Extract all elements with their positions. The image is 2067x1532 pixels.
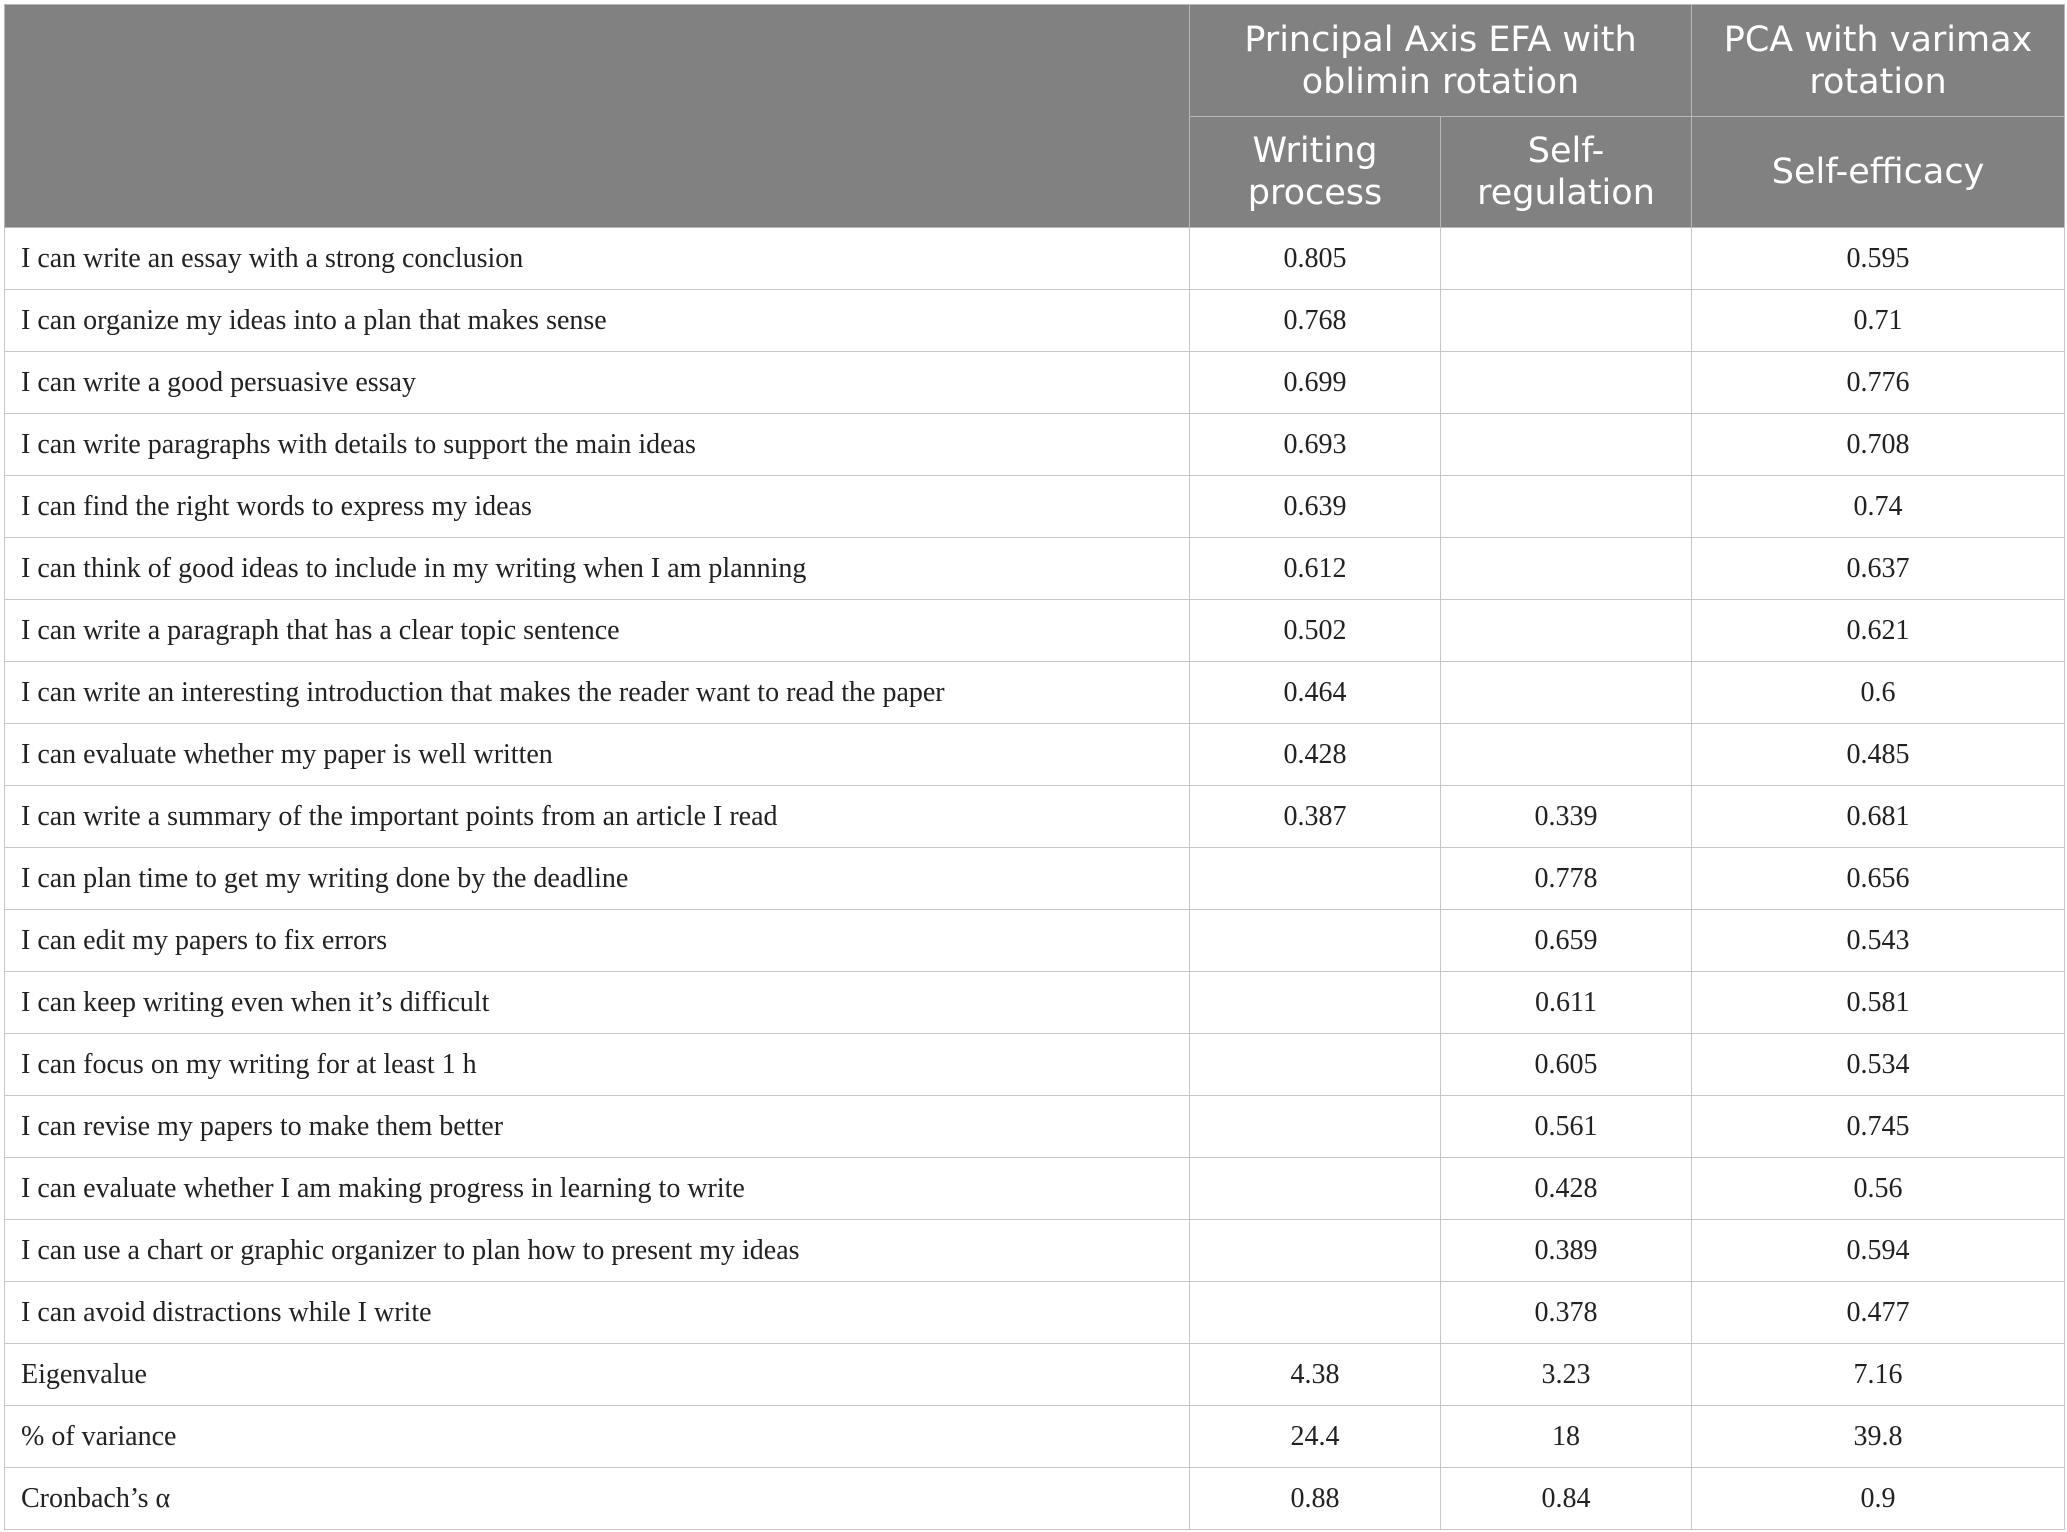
self-regulation-cell [1441,724,1692,786]
item-cell: % of variance [5,1406,1190,1468]
efa-group-header: Principal Axis EFA with oblimin rotation [1190,5,1692,117]
table-row [5,1220,2065,1282]
writing-process-cell [1190,1034,1441,1096]
self-regulation-cell [1441,290,1692,352]
writing-process-cell: 0.464 [1190,662,1441,724]
writing-process-cell: 24.4 [1190,1406,1441,1468]
table-row [5,1468,2065,1530]
writing-process-cell [1190,1220,1441,1282]
self-efficacy-cell: 0.74 [1692,476,2065,538]
item-header-cell [5,5,1190,228]
self-regulation-cell: 0.611 [1441,972,1692,1034]
item-cell: Eigenvalue [5,1344,1190,1406]
self-regulation-cell [1441,228,1692,290]
writing-process-cell: 4.38 [1190,1344,1441,1406]
table-row [5,600,2065,662]
self-efficacy-cell: 7.16 [1692,1344,2065,1406]
self-regulation-cell: 0.561 [1441,1096,1692,1158]
self-regulation-cell [1441,476,1692,538]
item-cell: I can write a good persuasive essay [5,352,1190,414]
item-cell: I can keep writing even when it’s difficult [5,972,1190,1034]
item-cell: I can edit my papers to fix errors [5,910,1190,972]
writing-process-cell: 0.502 [1190,600,1441,662]
table-body [5,228,2065,1530]
self-efficacy-cell: 39.8 [1692,1406,2065,1468]
item-cell: I can avoid distractions while I write [5,1282,1190,1344]
table-row [5,1406,2065,1468]
table-row [5,662,2065,724]
self-efficacy-cell: 0.56 [1692,1158,2065,1220]
self-regulation-cell: 0.389 [1441,1220,1692,1282]
self-efficacy-cell: 0.776 [1692,352,2065,414]
item-cell: I can write a paragraph that has a clear topic sentence [5,600,1190,662]
writing-process-cell: 0.805 [1190,228,1441,290]
self-regulation-cell: 0.84 [1441,1468,1692,1530]
self-efficacy-cell: 0.71 [1692,290,2065,352]
self-regulation-cell: 18 [1441,1406,1692,1468]
self-regulation-cell [1441,414,1692,476]
writing-process-cell: 0.428 [1190,724,1441,786]
table-header [5,5,2065,228]
item-cell: I can organize my ideas into a plan that makes sense [5,290,1190,352]
item-cell: I can revise my papers to make them better [5,1096,1190,1158]
table-row [5,228,2065,290]
writing-process-cell: 0.387 [1190,786,1441,848]
self-efficacy-cell: 0.656 [1692,848,2065,910]
writing-process-header: Writing process [1190,117,1441,228]
self-efficacy-cell: 0.681 [1692,786,2065,848]
self-regulation-cell: 0.339 [1441,786,1692,848]
self-regulation-cell: 0.605 [1441,1034,1692,1096]
self-efficacy-cell: 0.534 [1692,1034,2065,1096]
self-efficacy-cell: 0.594 [1692,1220,2065,1282]
self-regulation-cell: 0.778 [1441,848,1692,910]
item-cell: I can evaluate whether my paper is well written [5,724,1190,786]
table-row [5,414,2065,476]
self-efficacy-cell: 0.637 [1692,538,2065,600]
table-row [5,1344,2065,1406]
item-cell: Cronbach’s α [5,1468,1190,1530]
table-row [5,972,2065,1034]
writing-process-cell: 0.693 [1190,414,1441,476]
self-regulation-cell [1441,662,1692,724]
self-efficacy-cell: 0.595 [1692,228,2065,290]
self-regulation-cell [1441,600,1692,662]
self-efficacy-cell: 0.621 [1692,600,2065,662]
self-efficacy-cell: 0.485 [1692,724,2065,786]
self-efficacy-cell: 0.708 [1692,414,2065,476]
pca-group-header: PCA with varimax rotation [1692,5,2065,117]
table-row [5,848,2065,910]
item-cell: I can think of good ideas to include in my writing when I am planning [5,538,1190,600]
writing-process-cell: 0.612 [1190,538,1441,600]
table-row [5,910,2065,972]
self-efficacy-header: Self-efficacy [1692,117,2065,228]
writing-process-cell [1190,1158,1441,1220]
self-regulation-cell: 3.23 [1441,1344,1692,1406]
item-cell: I can focus on my writing for at least 1 h [5,1034,1190,1096]
table-row [5,1096,2065,1158]
self-regulation-cell: 0.428 [1441,1158,1692,1220]
factor-loadings-table [4,4,2065,1530]
writing-process-cell [1190,972,1441,1034]
item-cell: I can write an essay with a strong conclusion [5,228,1190,290]
writing-process-cell [1190,848,1441,910]
item-cell: I can plan time to get my writing done by the deadline [5,848,1190,910]
writing-process-cell [1190,1282,1441,1344]
table-row [5,786,2065,848]
self-efficacy-cell: 0.745 [1692,1096,2065,1158]
item-cell: I can write paragraphs with details to support the main ideas [5,414,1190,476]
self-efficacy-cell: 0.6 [1692,662,2065,724]
writing-process-cell: 0.768 [1190,290,1441,352]
self-regulation-cell: 0.378 [1441,1282,1692,1344]
self-regulation-cell [1441,352,1692,414]
self-efficacy-cell: 0.543 [1692,910,2065,972]
self-efficacy-cell: 0.581 [1692,972,2065,1034]
writing-process-cell [1190,910,1441,972]
table-row [5,1282,2065,1344]
item-cell: I can write a summary of the important points from an article I read [5,786,1190,848]
writing-process-cell [1190,1096,1441,1158]
writing-process-cell: 0.639 [1190,476,1441,538]
table-row [5,724,2065,786]
self-regulation-header: Self-regulation [1441,117,1692,228]
table-row [5,1158,2065,1220]
table-row [5,290,2065,352]
self-efficacy-cell: 0.9 [1692,1468,2065,1530]
writing-process-cell: 0.699 [1190,352,1441,414]
self-efficacy-cell: 0.477 [1692,1282,2065,1344]
table-row [5,538,2065,600]
item-cell: I can use a chart or graphic organizer to plan how to present my ideas [5,1220,1190,1282]
item-cell: I can evaluate whether I am making progress in learning to write [5,1158,1190,1220]
item-cell: I can write an interesting introduction that makes the reader want to read the paper [5,662,1190,724]
table-row [5,1034,2065,1096]
table-row [5,352,2065,414]
writing-process-cell: 0.88 [1190,1468,1441,1530]
item-cell: I can find the right words to express my ideas [5,476,1190,538]
table-row [5,476,2065,538]
self-regulation-cell: 0.659 [1441,910,1692,972]
self-regulation-cell [1441,538,1692,600]
